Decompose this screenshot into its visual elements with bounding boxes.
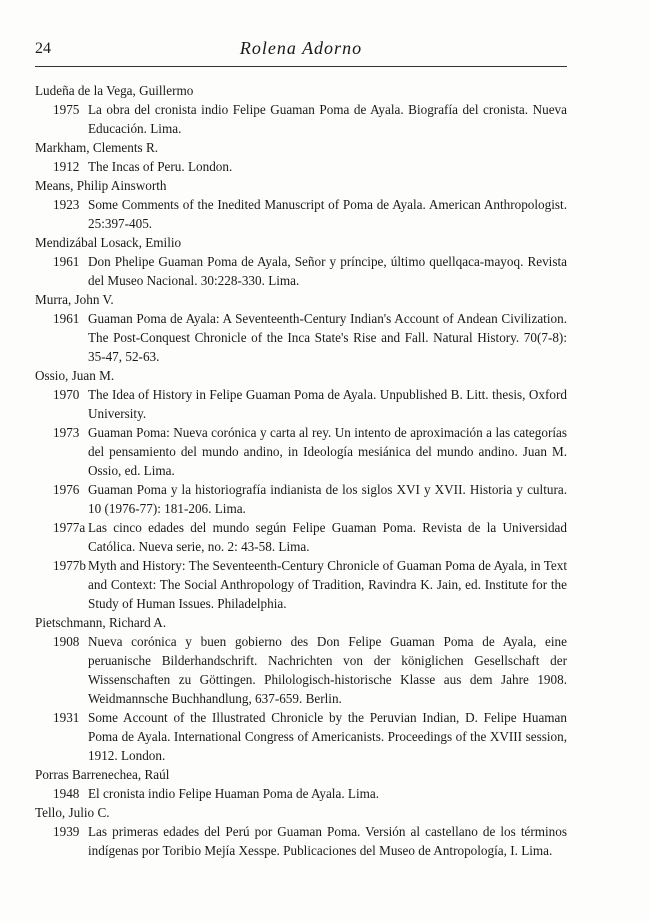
entry-citation: Las cinco edades del mundo según Felipe Guaman Poma. Revista de la Universidad Católica. Nueva serie, no. 2: 43-58. Lima. xyxy=(88,520,567,554)
entry-year: 1961 xyxy=(53,254,80,269)
author-name: Markham, Clements R. xyxy=(35,140,159,155)
bibliography-entry xyxy=(35,195,567,233)
entry-citation: La obra del cronista indio Felipe Guaman Poma de Ayala. Biografía del cronista. Nueva Educación. Lima. xyxy=(88,102,567,136)
entry-year: 1976 xyxy=(53,482,80,497)
bibliography-entry xyxy=(35,100,567,138)
entry-year: 1970 xyxy=(53,387,80,402)
author-name: Mendizábal Losack, Emilio xyxy=(35,235,182,250)
running-head: Rolena Adorno xyxy=(239,38,363,58)
entry-year: 1939 xyxy=(53,824,80,839)
entry-year: 1961 xyxy=(53,311,80,326)
author-name: Ossio, Juan M. xyxy=(35,368,115,383)
bibliography-author-group xyxy=(35,290,567,366)
author-name: Means, Philip Ainsworth xyxy=(35,178,167,193)
bibliography-entry xyxy=(35,822,567,860)
entry-citation: Guaman Poma de Ayala: A Seventeenth-Century Indian's Account of Andean Civilization. The Post-Conquest Chronicle of the Inca State's Rise and Fall. Natural History. 70(7-8): 35-47, 52-63. xyxy=(88,311,567,364)
entry-citation: Las primeras edades del Perú por Guaman Poma. Versión al castellano de los términos indígenas por Toribio Mejía Xesspe. Publicaciones del Museo de Antropología, I. Lima. xyxy=(88,824,567,858)
entry-year: 1931 xyxy=(53,710,80,725)
bibliography-author-group xyxy=(35,176,567,233)
bibliography-author-group xyxy=(35,803,567,860)
entry-citation: Some Comments of the Inedited Manuscript of Poma de Ayala. American Anthropologist. 25:397-405. xyxy=(88,197,567,231)
bibliography-entry xyxy=(35,423,567,480)
page-header xyxy=(35,38,567,67)
entry-citation: The Idea of History in Felipe Guaman Poma de Ayala. Unpublished B. Litt. thesis, Oxford University. xyxy=(88,387,567,421)
bibliography-author-group xyxy=(35,366,567,613)
bibliography-author-group xyxy=(35,613,567,765)
bibliography-author-group xyxy=(35,81,567,138)
bibliography-entry xyxy=(35,632,567,708)
author-name: Murra, John V. xyxy=(35,292,114,307)
author-name: Porras Barrenechea, Raúl xyxy=(35,767,170,782)
entry-citation: The Incas of Peru. London. xyxy=(88,159,233,174)
entry-citation: Myth and History: The Seventeenth-Century Chronicle of Guaman Poma de Ayala, in Text and Context: The Social Anthropology of Tradition, Ravindra K. Jain, ed. Institute for the Study of Human Issues. Philadelphia. xyxy=(88,558,567,611)
bibliography-entry xyxy=(35,157,567,176)
entry-year: 1977b xyxy=(53,558,86,573)
entry-year: 1908 xyxy=(53,634,80,649)
bibliography-entry xyxy=(35,385,567,423)
entry-citation: Nueva corónica y buen gobierno des Don Felipe Guaman Poma de Ayala, eine peruanische Bilderhandschrift. Nachrichten von der königlichen Gesellschaft der Wissenschaften zu Göttingen. Philologisch-historische Klasse aus dem Jahre 1908. Weidmannsche Buchhandlung, 637-659. Berlin. xyxy=(88,634,567,706)
bibliography-entry xyxy=(35,518,567,556)
entry-year: 1973 xyxy=(53,425,80,440)
bibliography-entry xyxy=(35,309,567,366)
entry-year: 1975 xyxy=(53,102,80,117)
bibliography-author-group xyxy=(35,765,567,803)
author-name: Ludeña de la Vega, Guillermo xyxy=(35,83,194,98)
bibliography-author-group xyxy=(35,138,567,176)
entry-citation: El cronista indio Felipe Huaman Poma de Ayala. Lima. xyxy=(88,786,380,801)
entry-citation: Some Account of the Illustrated Chronicle by the Peruvian Indian, D. Felipe Huaman Poma de Ayala. International Congress of Americanists. Proceedings of the XVIII session, 1912. London. xyxy=(88,710,567,763)
bibliography-author-group xyxy=(35,233,567,290)
bibliography-entry xyxy=(35,784,567,803)
entry-year: 1923 xyxy=(53,197,80,212)
author-name: Pietschmann, Richard A. xyxy=(35,615,167,630)
entry-citation: Guaman Poma: Nueva corónica y carta al rey. Un intento de aproximación a las categorías del pensamiento del mundo andino, in Ideología mesiánica del mundo andino. Juan M. Ossio, ed. Lima. xyxy=(88,425,567,478)
bibliography-entry xyxy=(35,708,567,765)
bibliography xyxy=(35,81,567,860)
entry-year: 1912 xyxy=(53,159,80,174)
bibliography-entry xyxy=(35,252,567,290)
entry-year: 1977a xyxy=(53,520,86,535)
bibliography-entry xyxy=(35,556,567,613)
author-name: Tello, Julio C. xyxy=(35,805,110,820)
page-number: 24 xyxy=(35,40,51,57)
entry-citation: Guaman Poma y la historiografía indianista de los siglos XVI y XVII. Historia y cultura. 10 (1976-77): 181-206. Lima. xyxy=(88,482,567,516)
entry-year: 1948 xyxy=(53,786,80,801)
entry-citation: Don Phelipe Guaman Poma de Ayala, Señor y príncipe, último quellqaca-mayoq. Revista del Museo Nacional. 30:228-330. Lima. xyxy=(88,254,567,288)
bibliography-entry xyxy=(35,480,567,518)
